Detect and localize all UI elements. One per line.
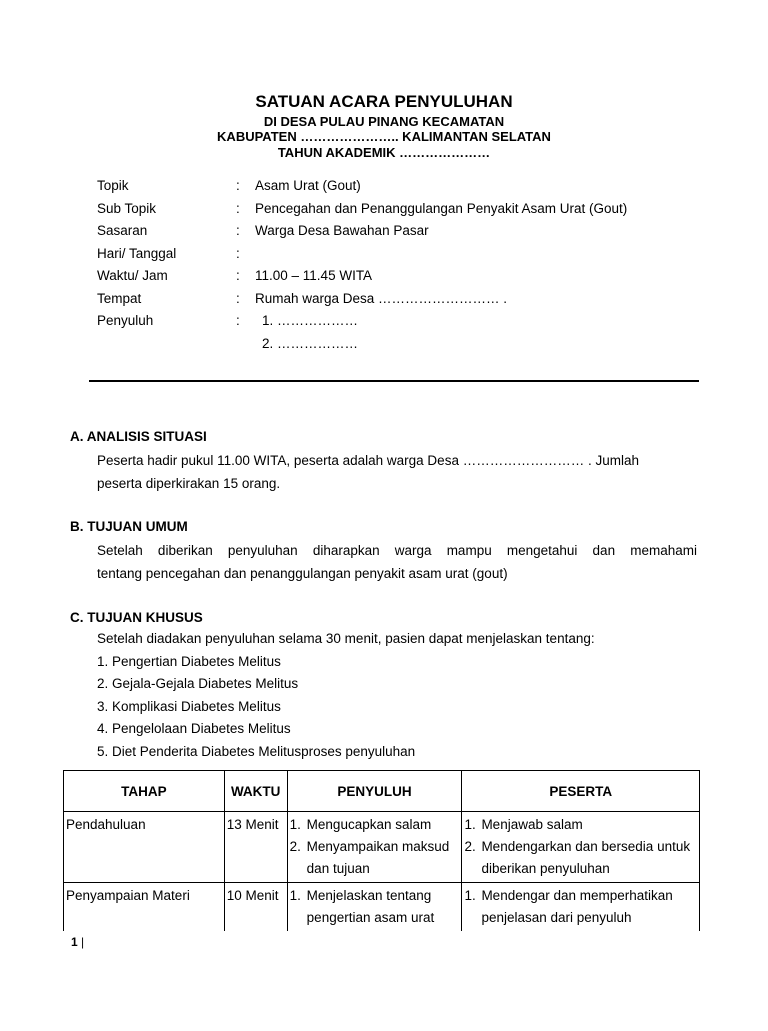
cell-penyuluh [287,883,462,932]
horizontal-divider [89,380,699,382]
info-value: Warga Desa Bawahan Pasar [255,223,429,238]
info-colon: : [236,268,240,283]
section-c-title: C. TUJUAN KHUSUS [70,610,203,625]
step-number: 2. [289,839,301,854]
step-number: 1. [464,888,476,903]
header-peserta: PESERTA [462,771,700,812]
info-label: Waktu/ Jam [97,268,168,283]
info-colon: : [236,245,240,261]
page-bottom-mask [0,931,768,1031]
document-subtitle-region: KABUPATEN ………………….. KALIMANTAN SELATAN [217,129,551,144]
info-label: Sub Topik [97,200,157,216]
info-colon: : [236,200,240,216]
table-row [64,812,700,883]
info-label: Hari/ Tanggal [97,245,177,261]
step-text: Mendengar dan memperhatikan penjelasan dari penyuluh [481,888,673,925]
schedule-table [63,770,700,932]
info-colon: : [236,313,240,328]
page-number-separator: | [81,935,85,949]
document-subtitle-location: DI DESA PULAU PINANG KECAMATAN [263,114,505,129]
section-a-title: A. ANALISIS SITUASI [70,429,207,444]
step-number: 2. [464,839,476,854]
table-row [64,883,700,932]
step-text: Mengucapkan salam [306,817,432,832]
header-penyuluh: PENYULUH [287,771,462,812]
penyuluh-entry-2: 2. ……………… [262,335,359,351]
header-tahap: TAHAP [64,771,225,812]
info-label: Tempat [97,290,142,306]
info-value: Pencegahan dan Penanggulangan Penyakit Asam Urat (Gout) [255,200,628,216]
info-value: Asam Urat (Gout) [255,178,361,193]
document-title: SATUAN ACARA PENYULUHAN [255,92,513,111]
info-colon: : [236,290,240,306]
step-number: 1. [289,817,301,832]
section-b-line-2: tentang pencegahan dan penanggulangan penyakit asam urat (gout) [97,565,508,581]
info-value: Rumah warga Desa ……………………… . [255,290,508,306]
cell-peserta [462,812,700,883]
cell-waktu: 10 Menit [224,883,287,932]
list-item: 2. Gejala-Gejala Diabetes Melitus [97,676,299,691]
peserta-step [464,885,697,929]
section-b-body [97,540,697,585]
step-text: Mendengarkan dan bersedia untuk diberikan penyuluhan [481,839,691,876]
penyuluh-step [290,885,460,929]
page-number [71,935,84,949]
step-text: Menjawab salam [481,817,583,832]
peserta-step [464,814,697,836]
penyuluh-step [290,814,460,836]
info-colon: : [236,178,240,193]
document-subtitle-year: TAHUN AKADEMIK ………………… [277,145,491,160]
info-label: Penyuluh [97,313,154,328]
info-label: Sasaran [97,223,148,238]
section-b-line-1: Setelah diberikan penyuluhan diharapkan warga mampu mengetahui dan memahami [97,543,697,558]
list-item: 5. Diet Penderita Diabetes Melitusproses penyuluhan [97,743,416,759]
section-c-list [97,631,595,766]
section-a-line-1: Peserta hadir pukul 11.00 WITA, peserta adalah warga Desa ……………………… . Jumlah [97,453,639,468]
list-item: 3. Komplikasi Diabetes Melitus [97,698,281,714]
cell-penyuluh [287,812,462,883]
cell-peserta [462,883,700,932]
list-item: 1. Pengertian Diabetes Melitus [97,653,281,669]
step-number: 1. [289,888,301,903]
peserta-step [464,836,697,880]
list-item: 4. Pengelolaan Diabetes Melitus [97,721,291,736]
step-number: 1. [464,817,476,832]
penyuluh-entry-1: 1. ……………… [262,313,359,328]
info-colon: : [236,223,240,238]
section-a-line-2: peserta diperkirakan 15 orang. [97,475,281,491]
penyuluh-step [290,836,460,880]
cell-tahap: Pendahuluan [64,812,225,883]
page-number-value: 1 [71,935,78,949]
section-a-body [97,450,697,495]
section-b-title: B. TUJUAN UMUM [70,519,188,534]
cell-tahap: Penyampaian Materi [64,883,225,932]
step-text: Menyampaikan maksud dan tujuan [306,839,450,876]
cell-waktu: 13 Menit [224,812,287,883]
info-value: 11.00 – 11.45 WITA [255,268,373,283]
step-text: Menjelaskan tentang pengertian asam urat [306,888,435,925]
table-header-row [64,771,700,812]
section-c-intro: Setelah diadakan penyuluhan selama 30 menit, pasien dapat menjelaskan tentang: [97,631,595,646]
header-waktu: WAKTU [224,771,287,812]
info-label: Topik [97,178,129,193]
